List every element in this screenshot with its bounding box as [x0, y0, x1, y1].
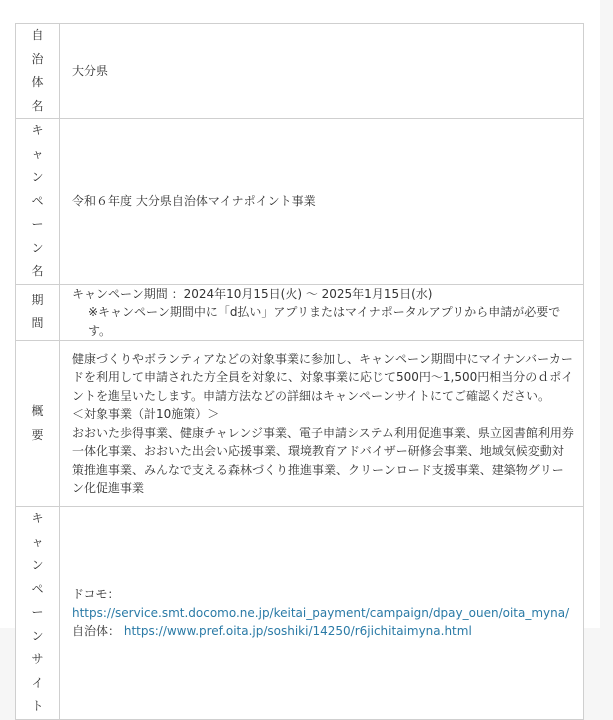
summary-text: 健康づくりやボランティアなどの対象事業に参加し、キャンペーン期間中にマイナンバーカードを利用して申請された方全員を対象に、対象事業に応じて500円～1,500円相当分のｄポイントを進呈いたします。申請方法などの詳細はキャンペーンサイトにてご確認ください。 [72, 351, 574, 403]
table-row-municipality [16, 24, 584, 119]
header-label-campaign-name: キャンペーン名 [31, 123, 44, 278]
gov-site-link[interactable]: https://www.pref.oita.jp/soshiki/14250/r6jichitaimyna.html [123, 624, 472, 638]
table-row-summary [16, 341, 584, 507]
docomo-site-label: ドコモ： [72, 587, 120, 601]
value-cell-municipality [60, 24, 584, 119]
value-cell-campaign-site [60, 507, 584, 720]
table-row-period [16, 284, 584, 341]
docomo-site-link[interactable]: https://service.smt.docomo.ne.jp/keitai_payment/campaign/dpay_ouen/oita_myna/ [72, 605, 570, 620]
value-cell-period [60, 284, 584, 341]
header-cell-campaign-name [16, 119, 60, 285]
municipality-name: 大分県 [72, 63, 109, 78]
header-cell-municipality [16, 24, 60, 119]
header-cell-summary [16, 341, 60, 507]
header-label-municipality: 自治体名 [31, 28, 44, 113]
header-cell-period [16, 284, 60, 341]
table-row-campaign-name [16, 119, 584, 285]
table-row-campaign-site [16, 507, 584, 720]
value-cell-summary [60, 341, 584, 507]
projects-list: おおいた歩得事業、健康チャレンジ事業、電子申請システム利用促進事業、県立図書館利用券一体化事業、おおいた出会い応援事業、環境教育アドバイザー研修会事業、地域気候変動対策推進事業、みんなで支える森林づくり推進事業、クリーンロード支援事業、建築物グリーン化促進事業 [72, 425, 574, 495]
projects-title: ＜対象事業（計10施策）＞ [72, 407, 220, 421]
header-cell-campaign-site [16, 507, 60, 720]
campaign-name: 令和６年度 大分県自治体マイナポイント事業 [72, 194, 316, 208]
campaign-info-table [15, 23, 584, 720]
gov-site-label: 自治体： [72, 624, 121, 638]
header-label-campaign-site: キャンペーンサイト [31, 511, 44, 713]
period-note: ※キャンペーン期間中に「d払い」アプリまたはマイナポータルアプリから申請が必要です。 [88, 305, 561, 338]
value-cell-campaign-name [60, 119, 584, 285]
campaign-period: キャンペーン期間 ：2024年10月15日(火) ～ 2025年1月15日(水) [72, 286, 433, 301]
header-label-summary: 概要 [31, 404, 44, 442]
header-label-period: 期間 [31, 292, 44, 331]
